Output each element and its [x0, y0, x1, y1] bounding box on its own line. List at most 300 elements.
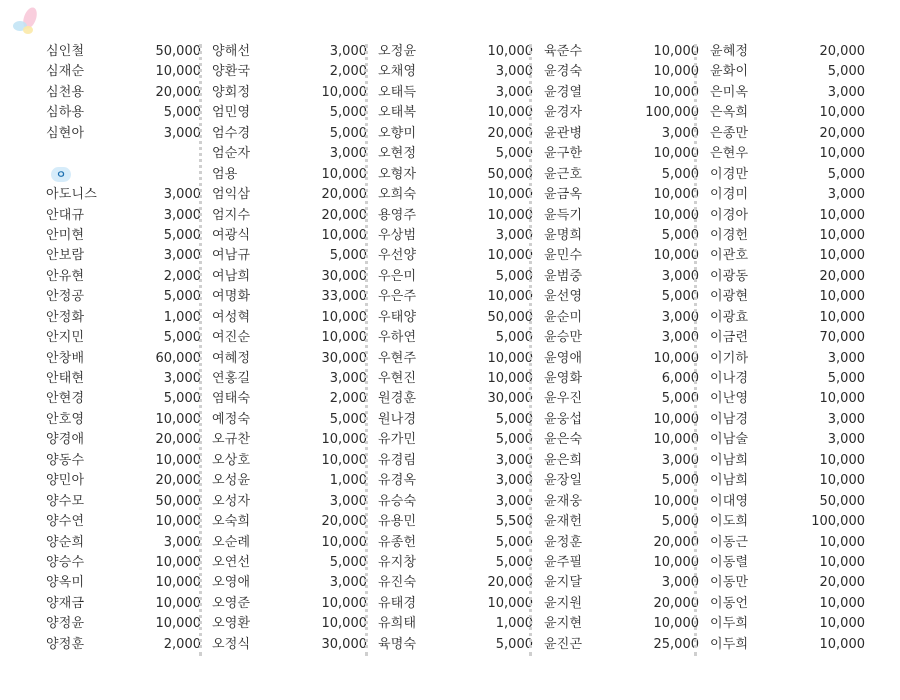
- donor-name: 오성자: [212, 493, 251, 509]
- donation-amount: 10,000: [487, 289, 533, 305]
- donation-amount: 10,000: [819, 227, 865, 243]
- donation-amount: 10,000: [653, 44, 699, 59]
- donor-name: 여광식: [212, 227, 251, 243]
- donation-amount: 10,000: [819, 554, 865, 570]
- donation-amount: 3,000: [827, 84, 865, 100]
- donation-amount: 20,000: [487, 125, 533, 141]
- donation-amount: 2,000: [329, 391, 367, 407]
- donor-name: 우은주: [378, 289, 417, 305]
- donor-row: [46, 42, 201, 62]
- donor-row: [378, 144, 533, 164]
- donor-row: [212, 533, 367, 553]
- donor-name: 이동만: [710, 575, 749, 591]
- donation-amount: 60,000: [155, 350, 201, 366]
- donor-row: [46, 349, 201, 369]
- donation-amount: 3,000: [827, 187, 865, 203]
- donor-row: [46, 492, 201, 512]
- donation-amount: 10,000: [155, 575, 201, 591]
- donation-amount: 10,000: [819, 289, 865, 305]
- donor-name: 이기하: [710, 350, 749, 366]
- donor-row: [378, 165, 533, 185]
- donor-row: [544, 62, 699, 82]
- donor-row: [378, 42, 533, 62]
- donor-name: 육준수: [544, 44, 583, 59]
- donor-row: [212, 185, 367, 205]
- donor-name: 우은미: [378, 268, 417, 284]
- donation-amount: 3,000: [661, 575, 699, 591]
- donor-row: [710, 185, 865, 205]
- donor-row: [710, 410, 865, 430]
- donor-name: 원경훈: [378, 391, 417, 407]
- donation-amount: 10,000: [487, 248, 533, 264]
- donation-amount: 5,000: [329, 411, 367, 427]
- donor-row: [544, 533, 699, 553]
- donor-row: [544, 185, 699, 205]
- donation-amount: 20,000: [155, 473, 201, 489]
- donor-name: 윤우진: [544, 391, 583, 407]
- donation-amount: 10,000: [819, 146, 865, 162]
- donation-amount: 20,000: [653, 595, 699, 611]
- donor-row: [212, 42, 367, 62]
- donation-amount: 50,000: [487, 309, 533, 325]
- donation-amount: 10,000: [819, 309, 865, 325]
- donor-name: 오규찬: [212, 432, 251, 448]
- donation-amount: 10,000: [321, 227, 367, 243]
- donor-row: [710, 267, 865, 287]
- donor-name: 엄민영: [212, 105, 251, 121]
- donor-row: [46, 471, 201, 491]
- donation-amount: 5,000: [495, 330, 533, 346]
- donor-row: [212, 430, 367, 450]
- donor-row: [710, 471, 865, 491]
- donation-amount: 20,000: [155, 84, 201, 100]
- donor-row: [46, 614, 201, 634]
- donor-name: 유경림: [378, 452, 417, 468]
- donation-amount: 30,000: [321, 636, 367, 652]
- donation-amount: 10,000: [653, 616, 699, 632]
- donor-name: 유지창: [378, 554, 417, 570]
- donor-name: 오채영: [378, 64, 417, 80]
- donation-amount: 5,000: [661, 227, 699, 243]
- donor-row: [710, 246, 865, 266]
- donor-row: [212, 369, 367, 389]
- donation-amount: 10,000: [321, 616, 367, 632]
- donor-name: 양정훈: [46, 636, 85, 652]
- donor-row: [710, 83, 865, 103]
- donor-name: 심하용: [46, 105, 85, 121]
- donation-amount: 10,000: [819, 636, 865, 652]
- donation-amount: 10,000: [819, 391, 865, 407]
- donor-row: [212, 635, 367, 655]
- donation-amount: 3,000: [163, 248, 201, 264]
- donor-name: 여남희: [212, 268, 251, 284]
- donor-row: [212, 124, 367, 144]
- donation-amount: 5,000: [163, 391, 201, 407]
- donor-row: [710, 42, 865, 62]
- donor-row: [710, 614, 865, 634]
- donation-amount: 10,000: [155, 514, 201, 530]
- donor-name: 우상범: [378, 227, 417, 243]
- donation-amount: 10,000: [155, 595, 201, 611]
- donor-row: [378, 206, 533, 226]
- donor-row: [378, 553, 533, 573]
- donor-name: 심현아: [46, 125, 85, 141]
- donation-amount: 5,000: [163, 289, 201, 305]
- donor-name: 윤혜정: [710, 44, 749, 59]
- donor-name: 윤관병: [544, 125, 583, 141]
- donor-row: [710, 389, 865, 409]
- donor-row: [378, 451, 533, 471]
- donor-row: [46, 635, 201, 655]
- donor-row: [378, 471, 533, 491]
- donor-row: [544, 389, 699, 409]
- donor-name: 이경만: [710, 166, 749, 182]
- donor-name: 양정윤: [46, 616, 85, 632]
- donor-row: [46, 573, 201, 593]
- donation-amount: 20,000: [819, 268, 865, 284]
- donor-name: 여진순: [212, 330, 251, 346]
- donor-row: [710, 349, 865, 369]
- donor-row: [378, 369, 533, 389]
- donor-name: 안태현: [46, 371, 85, 386]
- donor-row: [46, 308, 201, 328]
- donor-name: 엄수경: [212, 125, 251, 141]
- donor-name: 윤명희: [544, 227, 583, 243]
- donor-name: 윤지원: [544, 595, 583, 611]
- donation-amount: 10,000: [653, 350, 699, 366]
- donor-name: 은옥희: [710, 105, 749, 121]
- donor-row: [378, 83, 533, 103]
- donor-row: [46, 287, 201, 307]
- donor-row: [378, 573, 533, 593]
- donor-name: 윤경숙: [544, 64, 583, 80]
- donor-column-4: [544, 42, 699, 655]
- donor-row: [378, 103, 533, 123]
- donor-row: [710, 451, 865, 471]
- donation-amount: 3,000: [661, 452, 699, 468]
- donor-name: 윤경자: [544, 105, 583, 121]
- donor-row: [212, 144, 367, 164]
- donation-amount: 2,000: [163, 636, 201, 652]
- donation-amount: 10,000: [819, 452, 865, 468]
- donor-row: [212, 206, 367, 226]
- donor-row: [46, 389, 201, 409]
- donor-row: [46, 83, 201, 103]
- donation-amount: 3,000: [329, 493, 367, 509]
- donor-name: 오상호: [212, 452, 251, 468]
- donor-name: 이광동: [710, 268, 749, 284]
- donor-name: 양옥미: [46, 575, 85, 591]
- donation-amount: 10,000: [487, 207, 533, 223]
- donor-name: 염태숙: [212, 391, 251, 407]
- donor-row: [212, 62, 367, 82]
- donor-name: 은종만: [710, 125, 749, 141]
- donor-name: 유가민: [378, 432, 417, 448]
- donor-row: [46, 512, 201, 532]
- donor-name: 유희태: [378, 616, 417, 632]
- donation-amount: 10,000: [653, 146, 699, 162]
- donor-name: 여혜정: [212, 350, 251, 366]
- donor-name: 양회정: [212, 84, 251, 100]
- donor-name: 엄순자: [212, 146, 251, 162]
- donation-amount: 10,000: [653, 248, 699, 264]
- donor-name: 유경옥: [378, 473, 417, 489]
- donor-row: [378, 492, 533, 512]
- donation-amount: 10,000: [321, 452, 367, 468]
- donor-name: 윤재헌: [544, 514, 583, 530]
- donor-row: [212, 492, 367, 512]
- donation-amount: 30,000: [321, 268, 367, 284]
- donor-name: 이동렬: [710, 554, 749, 570]
- donor-name: 이동언: [710, 595, 749, 611]
- donor-row: [46, 328, 201, 348]
- donor-name: 양수연: [46, 514, 85, 530]
- donor-name: 윤재웅: [544, 493, 583, 509]
- donor-row: [710, 165, 865, 185]
- donation-amount: 5,000: [827, 371, 865, 386]
- donation-amount: 5,000: [495, 554, 533, 570]
- donor-row: [544, 124, 699, 144]
- donor-row: [212, 614, 367, 634]
- donor-row: [544, 430, 699, 450]
- donation-amount: 3,000: [495, 452, 533, 468]
- donor-name: 이경아: [710, 207, 749, 223]
- donor-row: [46, 246, 201, 266]
- donation-amount: 3,000: [827, 350, 865, 366]
- donor-name: 유진숙: [378, 575, 417, 591]
- donor-row: [46, 103, 201, 123]
- donation-amount: 5,000: [661, 391, 699, 407]
- donation-amount: 10,000: [321, 330, 367, 346]
- donor-row: [46, 185, 201, 205]
- donor-name: 양해선: [212, 44, 251, 59]
- donor-row: [46, 62, 201, 82]
- donor-name: 오희숙: [378, 187, 417, 203]
- donation-amount: 3,000: [495, 473, 533, 489]
- donor-row: [212, 103, 367, 123]
- donation-amount: 30,000: [321, 350, 367, 366]
- donation-amount: 5,000: [495, 411, 533, 427]
- donor-row: [212, 573, 367, 593]
- donor-row: [212, 287, 367, 307]
- donation-amount: 10,000: [321, 309, 367, 325]
- donor-row: [710, 533, 865, 553]
- donor-name: 양환국: [212, 64, 251, 80]
- donor-name: 유용민: [378, 514, 417, 530]
- donor-row: [378, 246, 533, 266]
- donation-amount: 10,000: [155, 452, 201, 468]
- column-divider: [199, 44, 202, 656]
- column-divider: [365, 44, 368, 656]
- donor-name: 이금련: [710, 330, 749, 346]
- donor-name: 여명화: [212, 289, 251, 305]
- donation-amount: 20,000: [653, 534, 699, 550]
- donor-name: 오형자: [378, 166, 417, 182]
- donor-name: 육명숙: [378, 636, 417, 652]
- donor-name: 윤진곤: [544, 636, 583, 652]
- donation-amount: 20,000: [321, 514, 367, 530]
- donor-row: [46, 553, 201, 573]
- donor-row: [212, 410, 367, 430]
- donor-row: [212, 512, 367, 532]
- donor-name: 여남규: [212, 248, 251, 264]
- donor-column-1: [46, 42, 201, 655]
- donor-row: [378, 594, 533, 614]
- donor-row: [544, 451, 699, 471]
- donor-row: [378, 62, 533, 82]
- donation-amount: 10,000: [321, 595, 367, 611]
- donor-name: 오연선: [212, 554, 251, 570]
- donor-row: [212, 267, 367, 287]
- donation-amount: 3,000: [827, 432, 865, 448]
- donor-name: 우선양: [378, 248, 417, 264]
- donor-row: [544, 287, 699, 307]
- donor-name: 이경미: [710, 187, 749, 203]
- donor-name: 오영환: [212, 616, 251, 632]
- donor-name: 윤은숙: [544, 432, 583, 448]
- donation-amount: 5,000: [661, 166, 699, 182]
- donor-row: [710, 512, 865, 532]
- donation-amount: 3,000: [329, 146, 367, 162]
- donation-amount: 3,000: [661, 125, 699, 141]
- donor-name: 이남희: [710, 452, 749, 468]
- donation-amount: 10,000: [653, 493, 699, 509]
- donation-amount: 1,000: [163, 309, 201, 325]
- donation-amount: 1,000: [329, 473, 367, 489]
- donor-name: 이도희: [710, 514, 749, 530]
- donation-amount: 5,000: [163, 227, 201, 243]
- donation-amount: 10,000: [653, 554, 699, 570]
- donation-amount: 30,000: [487, 391, 533, 407]
- donor-name: 윤승만: [544, 330, 583, 346]
- donor-row: [710, 308, 865, 328]
- donor-row: [710, 492, 865, 512]
- donation-amount: 20,000: [819, 44, 865, 59]
- donation-amount: 50,000: [155, 493, 201, 509]
- donation-amount: 6,000: [661, 371, 699, 386]
- column-divider: [529, 44, 532, 656]
- donation-amount: 10,000: [321, 432, 367, 448]
- donor-row: [46, 594, 201, 614]
- donor-name: 아도니스: [46, 187, 98, 203]
- donor-name: 양순희: [46, 534, 85, 550]
- donation-amount: 5,000: [329, 248, 367, 264]
- donor-name: 이두희: [710, 616, 749, 632]
- donor-name: 윤지현: [544, 616, 583, 632]
- donor-name: 용영주: [378, 207, 417, 223]
- donation-amount: 10,000: [155, 411, 201, 427]
- donation-amount: 5,000: [661, 514, 699, 530]
- donor-name: 오현정: [378, 146, 417, 162]
- donation-amount: 10,000: [653, 84, 699, 100]
- donor-row: [544, 573, 699, 593]
- donor-column-5: [710, 42, 865, 655]
- donor-name: 이남경: [710, 411, 749, 427]
- donation-amount: 10,000: [819, 105, 865, 121]
- donor-row: [544, 512, 699, 532]
- donor-row: [378, 349, 533, 369]
- donor-name: 이남희: [710, 473, 749, 489]
- donor-name: 양민아: [46, 473, 85, 489]
- donor-row: [212, 553, 367, 573]
- donation-amount: 10,000: [321, 534, 367, 550]
- donor-name: 연홍길: [212, 371, 251, 386]
- donor-name: 안대규: [46, 207, 85, 223]
- donation-amount: 3,000: [827, 411, 865, 427]
- donation-amount: 10,000: [155, 64, 201, 80]
- donor-row: [378, 328, 533, 348]
- donor-name: 윤영화: [544, 371, 583, 386]
- donation-amount: 100,000: [811, 514, 865, 530]
- donor-row: [46, 267, 201, 287]
- donor-name: 오태득: [378, 84, 417, 100]
- donor-name: 윤순미: [544, 309, 583, 325]
- donor-name: 안정공: [46, 289, 85, 305]
- donation-amount: 20,000: [321, 207, 367, 223]
- donor-name: 엄용: [212, 166, 238, 182]
- donor-name: 윤웅섭: [544, 411, 583, 427]
- donation-amount: 5,500: [495, 514, 533, 530]
- donor-name: 오성윤: [212, 473, 251, 489]
- donor-row: [212, 328, 367, 348]
- donation-amount: 20,000: [321, 187, 367, 203]
- donor-row: [710, 635, 865, 655]
- donor-row: [378, 267, 533, 287]
- donor-row: [544, 267, 699, 287]
- donor-row: [212, 389, 367, 409]
- donor-column-2: [212, 42, 367, 655]
- donation-amount: 5,000: [495, 432, 533, 448]
- donation-amount: 33,000: [321, 289, 367, 305]
- donation-amount: 3,000: [163, 187, 201, 203]
- donor-name: 윤화이: [710, 64, 749, 80]
- donation-amount: 25,000: [653, 636, 699, 652]
- donor-row: [212, 451, 367, 471]
- donation-amount: 2,000: [163, 268, 201, 284]
- petal-logo-icon: [6, 4, 46, 44]
- donor-row: [378, 185, 533, 205]
- donor-row: [378, 614, 533, 634]
- donor-name: 윤영애: [544, 350, 583, 366]
- donor-row: [378, 389, 533, 409]
- donation-amount: 10,000: [487, 595, 533, 611]
- donor-row: [710, 369, 865, 389]
- donor-column-3: [378, 42, 533, 655]
- donor-row: [710, 124, 865, 144]
- donor-row: [544, 553, 699, 573]
- donor-row: [544, 206, 699, 226]
- donation-amount: 3,000: [163, 207, 201, 223]
- donor-name: 유승숙: [378, 493, 417, 509]
- donation-amount: 3,000: [163, 534, 201, 550]
- donation-amount: 5,000: [827, 64, 865, 80]
- donation-amount: 10,000: [487, 371, 533, 386]
- donor-name: 윤구한: [544, 146, 583, 162]
- donor-name: 오영애: [212, 575, 251, 591]
- donation-amount: 10,000: [487, 350, 533, 366]
- donor-name: 유종헌: [378, 534, 417, 550]
- donor-name: 양동수: [46, 452, 85, 468]
- donor-row: [212, 83, 367, 103]
- donation-amount: 50,000: [155, 44, 201, 59]
- donation-amount: 70,000: [819, 330, 865, 346]
- donation-amount: 50,000: [819, 493, 865, 509]
- donor-row: [710, 144, 865, 164]
- donor-row: [544, 246, 699, 266]
- donor-row: [710, 553, 865, 573]
- donation-amount: 5,000: [329, 125, 367, 141]
- donor-row: [710, 287, 865, 307]
